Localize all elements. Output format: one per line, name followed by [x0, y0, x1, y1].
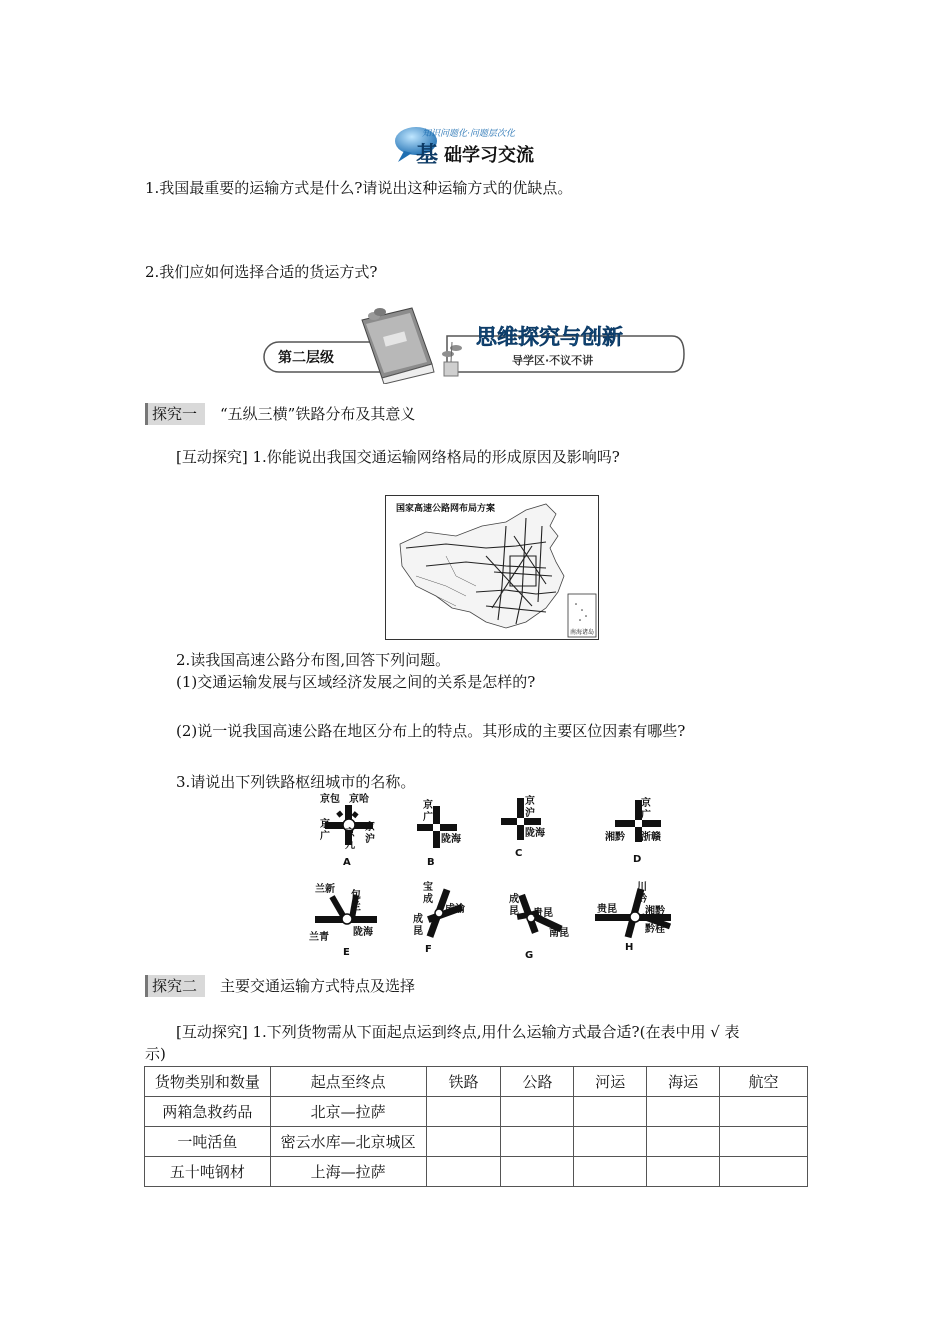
- hub-h-label-2: 黔: [637, 894, 647, 905]
- hub-f-label-5: 昆: [413, 926, 423, 937]
- answer-cell[interactable]: [426, 1157, 501, 1187]
- answer-cell[interactable]: [574, 1097, 647, 1127]
- table-header-cell: 海运: [647, 1067, 720, 1097]
- hub-h-letter: H: [625, 942, 634, 953]
- explore2-interactive-1: [互动探究] 1.下列货物需从下面起点运到终点,用什么运输方式最合适?(在表中用 √ 表: [176, 1023, 740, 1041]
- hub-g-label-1: 成: [509, 894, 519, 905]
- hub-d-letter: D: [633, 854, 642, 865]
- hub-b: [417, 798, 462, 868]
- hub-e-label-3: 兰: [351, 902, 361, 913]
- table-header-cell: 铁路: [426, 1067, 501, 1097]
- hub-c-label-3: 陇海: [525, 828, 545, 839]
- hub-a-label-7: 京: [365, 822, 375, 833]
- table-header-cell: 河运: [574, 1067, 647, 1097]
- hub-h-label-1: 川: [637, 882, 647, 893]
- hub-h-label-4: 湘黔: [645, 906, 665, 917]
- hub-a: [320, 792, 375, 868]
- hub-g: [509, 892, 569, 961]
- table-cell: 五十吨钢材: [145, 1157, 271, 1187]
- explore-tag-1: [145, 403, 205, 425]
- answer-cell[interactable]: [501, 1157, 574, 1187]
- explore1-title: “五纵三横”铁路分布及其意义: [220, 405, 416, 423]
- explore-tag-2-label: 探究二: [152, 977, 198, 995]
- hub-b-letter: B: [427, 857, 435, 868]
- hub-e-label-2: 包: [351, 890, 361, 901]
- railway-hubs-figure: [305, 790, 685, 965]
- answer-cell[interactable]: [501, 1097, 574, 1127]
- question-1: 1.我国最重要的运输方式是什么?请说出这种运输方式的优缺点。: [145, 179, 573, 197]
- banner-title: 思维探究与创新: [476, 325, 623, 349]
- hub-d: [605, 796, 661, 865]
- cargo-transport-table: [144, 1066, 808, 1187]
- table-header-cell: 公路: [501, 1067, 574, 1097]
- table-header-cell: 航空: [720, 1067, 808, 1097]
- china-map-graphic: [386, 496, 598, 639]
- hub-a-label-8: 沪: [365, 834, 375, 845]
- hub-c: [501, 794, 546, 859]
- hub-a-label-6: 九: [345, 840, 355, 851]
- hub-b-label-3: 陇海: [441, 834, 461, 845]
- answer-cell[interactable]: [720, 1127, 808, 1157]
- explore1-q2: 2.读我国高速公路分布图,回答下列问题。: [176, 651, 451, 669]
- table-cell: 北京—拉萨: [270, 1097, 426, 1127]
- map-inset-label: 南海诸岛: [570, 629, 595, 636]
- answer-cell[interactable]: [647, 1097, 720, 1127]
- hub-f-label-4: 成: [413, 914, 423, 925]
- header-title: 础学习交流: [444, 145, 534, 166]
- explore1-q2-1: (1)交通运输发展与区域经济发展之间的关系是怎样的?: [176, 673, 536, 691]
- table-cell: 两箱急救药品: [145, 1097, 271, 1127]
- explore-tag-2: [145, 975, 205, 997]
- hub-g-label-4: 南昆: [549, 928, 569, 939]
- hub-h-label-5: 黔桂: [645, 924, 665, 935]
- answer-cell[interactable]: [647, 1127, 720, 1157]
- answer-cell[interactable]: [501, 1127, 574, 1157]
- hub-e: [309, 882, 377, 958]
- hub-c-letter: C: [515, 848, 523, 859]
- hub-f-label-3: 成渝: [445, 904, 465, 915]
- table-row: [145, 1157, 808, 1187]
- banner-subtitle: 导学区·不议不讲: [512, 354, 594, 367]
- level-banner: [262, 302, 686, 384]
- table-cell: 一吨活鱼: [145, 1127, 271, 1157]
- answer-cell[interactable]: [720, 1157, 808, 1187]
- hub-f-letter: F: [425, 944, 432, 955]
- hub-a-label-5: 京: [345, 828, 355, 839]
- explore1-q2-2: (2)说一说我国高速公路在地区分布上的特点。其形成的主要区位因素有哪些?: [176, 722, 686, 740]
- explore1-q3: 3.请说出下列铁路枢纽城市的名称。: [176, 773, 416, 791]
- table-row: [145, 1097, 808, 1127]
- header-subtitle: 知识问题化·问题层次化: [422, 129, 515, 139]
- hub-a-letter: A: [343, 857, 351, 868]
- table-cell: 上海—拉萨: [270, 1157, 426, 1187]
- answer-cell[interactable]: [720, 1097, 808, 1127]
- answer-cell[interactable]: [574, 1127, 647, 1157]
- answer-cell[interactable]: [426, 1127, 501, 1157]
- table-cell: 密云水库—北京城区: [270, 1127, 426, 1157]
- hub-b-label-2: 广: [423, 812, 433, 823]
- hub-b-label-1: 京: [423, 800, 433, 811]
- hub-c-label-2: 沪: [525, 808, 535, 819]
- hub-f-label-1: 宝: [423, 882, 433, 893]
- explore-tag-1-label: 探究一: [152, 405, 198, 423]
- hub-g-label-2: 昆: [509, 906, 519, 917]
- hub-f-label-2: 成: [423, 894, 433, 905]
- answer-cell[interactable]: [574, 1157, 647, 1187]
- hub-e-letter: E: [343, 947, 350, 958]
- hub-g-letter: G: [525, 950, 534, 961]
- hub-h-label-3: 贵昆: [597, 904, 617, 915]
- map-title: 国家高速公路网布局方案: [396, 504, 496, 514]
- hub-d-label-2: 广: [641, 810, 651, 821]
- hub-a-label-2: 京哈: [349, 794, 369, 805]
- hub-d-label-3: 湘黔: [605, 832, 625, 843]
- section-header-basic: [392, 124, 562, 166]
- table-header-cell: 货物类别和数量: [145, 1067, 271, 1097]
- answer-cell[interactable]: [647, 1157, 720, 1187]
- hub-a-label-1: 京包: [320, 794, 340, 805]
- hub-e-label-5: 陇海: [353, 927, 373, 938]
- explore2-interactive-2: 示): [145, 1045, 166, 1063]
- hub-f: [413, 880, 465, 955]
- table-header-cell: 起点至终点: [270, 1067, 426, 1097]
- explore1-interactive: [互动探究] 1.你能说出我国交通运输网络格局的形成原因及影响吗?: [176, 448, 620, 466]
- hub-h: [595, 881, 671, 953]
- hub-e-label-4: 兰青: [309, 932, 329, 943]
- hub-g-label-3: 贵昆: [533, 908, 553, 919]
- hub-a-label-4: 广: [320, 831, 330, 842]
- hub-c-label-1: 京: [525, 796, 535, 807]
- header-big-char: 基: [416, 143, 439, 168]
- table-row: [145, 1127, 808, 1157]
- expressway-map: [385, 495, 599, 640]
- banner-level-label: 第二层级: [278, 350, 334, 366]
- answer-cell[interactable]: [426, 1097, 501, 1127]
- hub-a-label-3: 京: [320, 819, 330, 830]
- hub-e-label-1: 兰新: [315, 884, 335, 895]
- hub-d-label-1: 京: [641, 798, 651, 809]
- table-header-row: [145, 1067, 808, 1097]
- question-2: 2.我们应如何选择合适的货运方式?: [145, 263, 378, 281]
- explore2-title: 主要交通运输方式特点及选择: [220, 977, 416, 995]
- hub-d-label-4: 浙赣: [641, 832, 661, 843]
